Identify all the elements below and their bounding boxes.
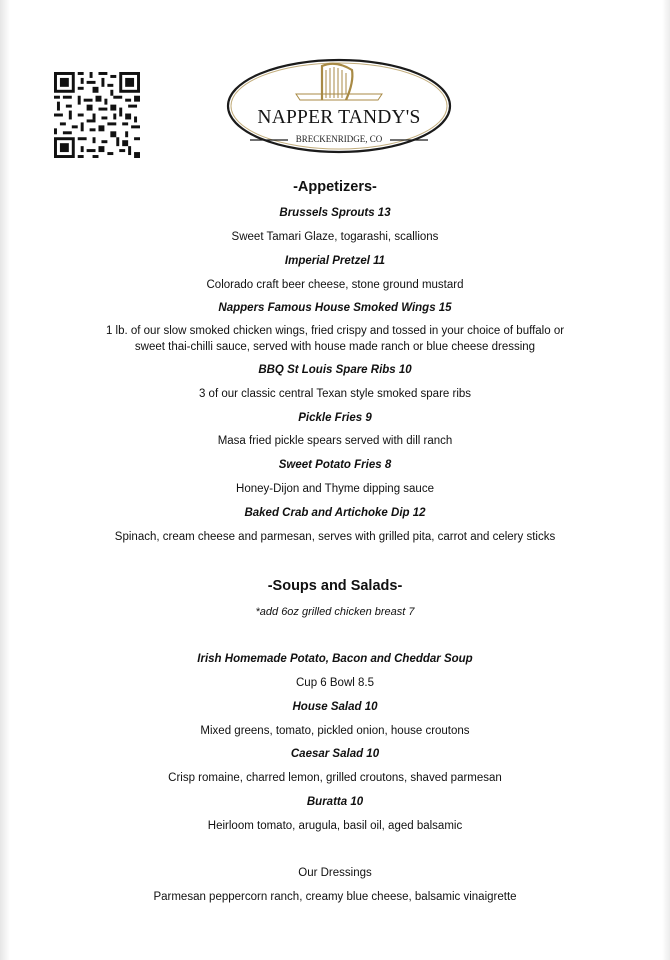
appetizer-description: Honey-Dijon and Thyme dipping sauce: [236, 483, 434, 495]
dressings-list: Parmesan peppercorn ranch, creamy blue cheese, balsamic vinaigrette: [153, 891, 517, 903]
soups-salads-note: *add 6oz grilled chicken breast 7: [255, 606, 415, 618]
appetizer-name: BBQ St Louis Spare Ribs 10: [258, 364, 412, 376]
appetizer-name: Imperial Pretzel 11: [284, 255, 386, 267]
qr-code[interactable]: [54, 72, 140, 158]
restaurant-logo: [226, 56, 452, 154]
salad-name: Buratta 10: [306, 796, 364, 808]
salad-description: Heirloom tomato, arugula, basil oil, aged balsamic: [207, 820, 463, 832]
page-edge-left: [0, 0, 10, 960]
appetizer-name: Baked Crab and Artichoke Dip 12: [244, 507, 426, 519]
appetizer-description: Colorado craft beer cheese, stone ground mustard: [206, 279, 464, 291]
appetizer-name: Brussels Sprouts 13: [279, 207, 391, 219]
salad-description: Crisp romaine, charred lemon, grilled croutons, shaved parmesan: [168, 772, 502, 784]
salad-name: Irish Homemade Potato, Bacon and Cheddar Soup: [197, 653, 473, 665]
soups-salads-heading: -Soups and Salads-: [267, 578, 403, 594]
appetizers-heading: -Appetizers-: [293, 179, 377, 195]
salad-description: Cup 6 Bowl 8.5: [296, 677, 374, 689]
page-edge-right: [662, 0, 670, 960]
dressings-heading: Our Dressings: [298, 867, 372, 879]
appetizer-description: 1 lb. of our slow smoked chicken wings, fried crispy and tossed in your choice of buffalo or sweet thai-chilli sauce, served with house made ranch or blue cheese dressing: [105, 325, 565, 353]
appetizer-description: Sweet Tamari Glaze, togarashi, scallions: [231, 231, 439, 243]
salad-name: House Salad 10: [292, 701, 378, 713]
appetizer-description: Masa fried pickle spears served with dill ranch: [217, 435, 453, 447]
salad-name: Caesar Salad 10: [290, 748, 380, 760]
logo-name: NAPPER TANDY'S: [257, 107, 421, 128]
appetizer-name: Sweet Potato Fries 8: [278, 459, 392, 471]
appetizer-name: Nappers Famous House Smoked Wings 15: [218, 302, 452, 314]
logo-ribbon: [296, 94, 382, 100]
logo-location: BRECKENRIDGE, CO: [295, 134, 383, 144]
appetizer-description: 3 of our classic central Texan style smoked spare ribs: [198, 388, 472, 400]
appetizer-description: Spinach, cream cheese and parmesan, serves with grilled pita, carrot and celery sticks: [114, 531, 556, 543]
salad-description: Mixed greens, tomato, pickled onion, house croutons: [200, 725, 470, 737]
appetizer-name: Pickle Fries 9: [298, 412, 372, 424]
